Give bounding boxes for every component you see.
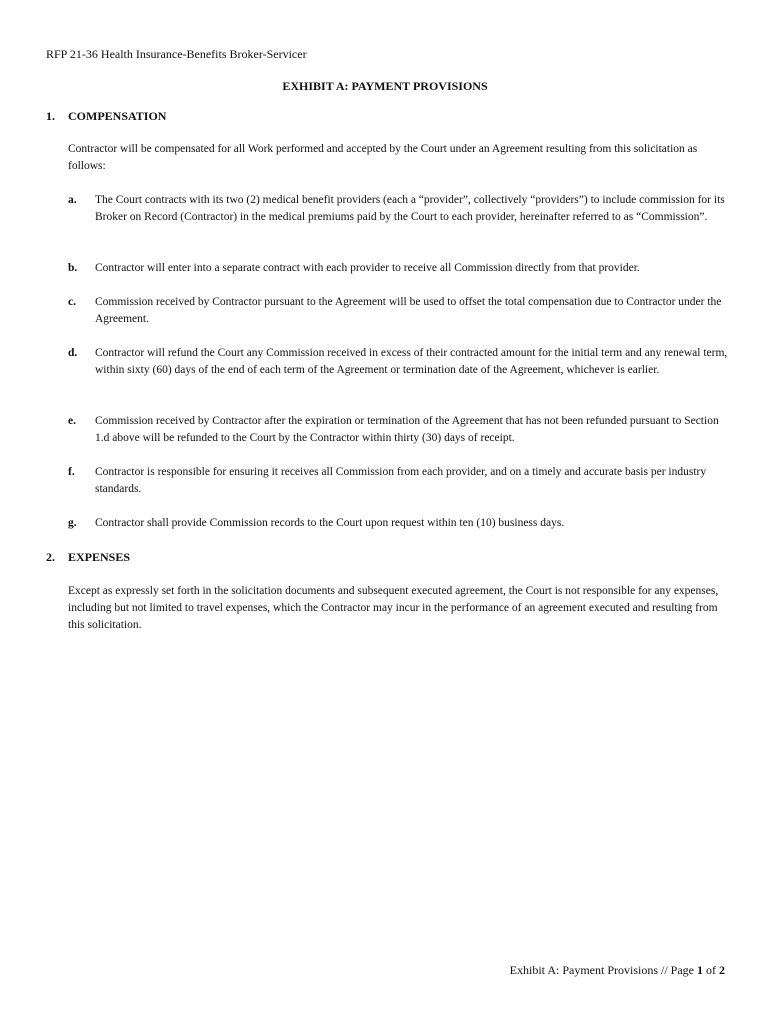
list-item-g [68, 515, 728, 532]
list-item-text: Commission received by Contractor after the expiration or termination of the Agreement that has not been refunded pursuant to Section 1.d above will be refunded to the Court by the Contractor within thirty (30) days of receipt. [95, 415, 719, 444]
section-number: 2. [46, 550, 55, 564]
compensation-intro: Contractor will be compensated for all Work performed and accepted by the Court under an Agreement resulting from this solicitation as follows: [68, 143, 698, 172]
list-item-a [68, 192, 728, 226]
list-item-letter: d. [68, 347, 78, 359]
section-heading-expenses [46, 549, 130, 566]
list-item-f [68, 464, 728, 498]
list-item-text: Contractor will refund the Court any Commission received in excess of their contracted amount for the initial term and any renewal term, within sixty (60) days of the end of each term of the Agreement or termination date of the Agreement, whichever is earlier. [95, 347, 728, 376]
list-item-letter: a. [68, 194, 77, 206]
list-item-text: Contractor will enter into a separate contract with each provider to receive all Commission directly from that provider. [95, 262, 640, 274]
list-item-text: Commission received by Contractor pursuant to the Agreement will be used to offset the total compensation due to Contractor under the Agreement. [95, 296, 722, 325]
list-item-letter: e. [68, 415, 76, 427]
document-header: RFP 21-36 Health Insurance-Benefits Broker-Servicer [46, 47, 307, 61]
expenses-paragraph: Except as expressly set forth in the solicitation documents and subsequent executed agreement, the Court is not responsible for any expenses, including but not limited to travel expenses, which the Contractor may incur in the performance of an agreement executed and resulting from this solicitation. [68, 585, 719, 631]
list-item-letter: b. [68, 262, 78, 274]
footer-label: Exhibit A: Payment Provisions // Page [509, 963, 697, 977]
exhibit-title: EXHIBIT A: PAYMENT PROVISIONS [282, 79, 488, 93]
list-item-text: Contractor is responsible for ensuring it receives all Commission from each provider, and on a timely and accurate basis per industry standards. [95, 466, 707, 495]
list-item-b [68, 260, 728, 277]
footer-page-number: 1 [697, 963, 703, 977]
list-item-text: The Court contracts with its two (2) medical benefit providers (each a “provider”, collectively “providers”) to include commission for its Broker on Record (Contractor) in the medical premiums paid by the Court to each provider, hereinafter referred to as “Commission”. [95, 194, 725, 223]
list-item-text: Contractor shall provide Commission records to the Court upon request within ten (10) business days. [95, 517, 565, 529]
section-title: EXPENSES [68, 550, 131, 564]
list-item-letter: g. [68, 517, 77, 529]
section-heading-compensation [46, 108, 166, 125]
list-item-d [68, 345, 728, 379]
page-footer [510, 962, 725, 979]
list-item-letter: c. [68, 296, 76, 308]
list-item-e [68, 413, 728, 447]
footer-of: of [703, 963, 719, 977]
list-item-letter: f. [68, 466, 75, 478]
section-number: 1. [46, 109, 55, 123]
section-title: COMPENSATION [68, 109, 167, 123]
list-item-c [68, 294, 728, 328]
footer-page-total: 2 [719, 963, 725, 977]
